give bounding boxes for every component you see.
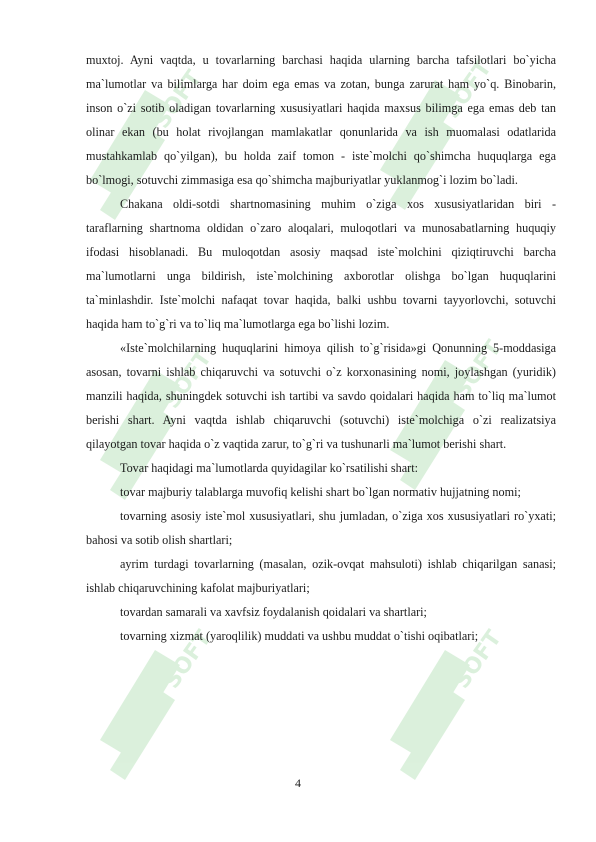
list-item: tovarning asosiy iste`mol xususiyatlari, shu jumladan, o`ziga xos xususiyatlari ro`yxati; bahosi va sotib olish shartlari;: [86, 509, 556, 547]
svg-text:SOFT: SOFT: [439, 56, 497, 124]
paragraph: muxtoj. Ayni vaqtda, u tovarlarning barchasi haqida ularning barcha tafsilotlari bo`yicha ma`lumotlar va bilimlarga har doim ega emas va zotan, bunga zarurat ham yo`q. Binobarin, inson o`zi sotib oladigan tovarlarning xususiyatlari haqida maxsus bilimga ega emas deb tan olinar ekan (bu holat rivojlangan mamlakatlar qonunlarida va ish muomalasi odatlarida mustahkamlab qo`yilgan), bu holda zaif tomon - iste`molchi qo`shimcha huquqlarga ega bo`lmogi, sotuvchi zimmasiga esa qo`shimcha majburiyatlar yuklanmog`i lozim bo`ladi.: [86, 53, 556, 187]
svg-text:SOFT: SOFT: [159, 626, 217, 694]
list-item: tovarning xizmat (yaroqlilik) muddati va ushbu muddat o`tishi oqibatlari;: [120, 629, 479, 643]
paragraph: Tovar haqidagi ma`lumotlarda quyidagilar ko`rsatilishi shart:: [120, 461, 418, 475]
svg-text:SOFT: SOFT: [149, 66, 207, 134]
list-item: ayrim turdagi tovarlarning (masalan, ozik-ovqat mahsuloti) ishlab chiqarilgan sanasi; ishlab chiqaruvchining kafolat majburiyatlari;: [86, 557, 556, 595]
svg-text:SOFT: SOFT: [449, 336, 507, 404]
body-text: [86, 48, 556, 648]
svg-text:SOFT: SOFT: [449, 626, 507, 694]
watermark-logo-icon: [370, 626, 507, 780]
paragraph: «Iste`molchilarning huquqlarini himoya qilish to`g`risida»gi Qonunning 5-moddasiga asosan, tovarni ishlab chiqaruvchi va sotuvchi o`z korxonasining nomi, joylashgan (yuridik) manzili haqida, shuningdek sotuvchi ish tartibi va savdo qoidalari haqida ham to`liq ma`lumot berishi shart. Ayni vaqtda ishlab chiqaruvchi (sotuvchi) iste`molchiga o`zi realizatsiya qilayotgan tovar haqida o`z vaqtida zarur, to`g`ri va tushunarli ma`lumot berishi shart.: [86, 341, 556, 451]
watermark-logo-icon: [80, 626, 217, 780]
page-number: 4: [295, 776, 301, 790]
list-item: tovar majburiy talablarga muvofiq kelishi shart bo`lgan normativ hujjatning nomi;: [120, 485, 521, 499]
paragraph: Chakana oldi-sotdi shartnomasining muhim o`ziga xos xususiyatlaridan biri - taraflarning shartnoma oldidan o`zaro aloqalari, muloqotlari va munosabatlarning huquqiy ifodasi hisoblanadi. Bu muloqotdan asosiy maqsad iste`molchini qiziqtiruvchi barcha ma`lumotlarni unga bildirish, iste`molchining axborotlar olishga bo`lgan huquqlarini ta`minlashdir. Iste`molchi nafaqat tovar haqida, balki ushbu tovarni tayyorlovchi, sotuvchi haqida ham to`g`ri va to`liq ma`lumotlarga ega bo`lishi lozim.: [86, 197, 556, 331]
list-item: tovardan samarali va xavfsiz foydalanish qoidalari va shartlari;: [120, 605, 427, 619]
svg-text:SOFT: SOFT: [159, 346, 217, 414]
